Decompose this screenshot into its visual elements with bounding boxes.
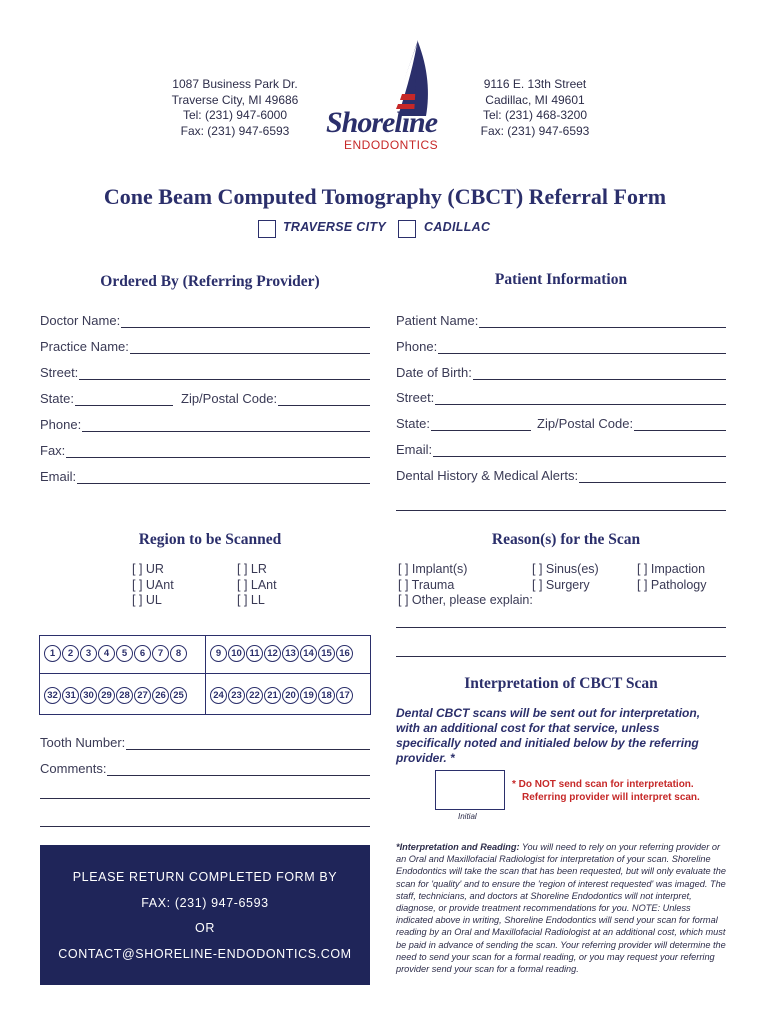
tooth-11[interactable]: 11: [246, 645, 263, 662]
ordered-by-heading: Ordered By (Referring Provider): [100, 273, 320, 290]
tooth-22[interactable]: 22: [246, 687, 263, 704]
lower-left-teeth: [44, 687, 188, 704]
footnote-lead: *Interpretation and Reading:: [396, 842, 520, 852]
address-line: Traverse City, MI 49686: [171, 92, 299, 107]
tooth-8[interactable]: 8: [170, 645, 187, 662]
tooth-6[interactable]: 6: [134, 645, 151, 662]
region-lr-option[interactable]: [ ] LR: [237, 562, 267, 576]
field-label: Email:: [40, 469, 77, 484]
region-ul-option[interactable]: [ ] UL: [132, 593, 162, 607]
comments-line-3[interactable]: [40, 826, 370, 827]
no-interpretation-note-1: * Do NOT send scan for interpretation.: [512, 779, 694, 790]
comments-field[interactable]: [40, 761, 370, 776]
upper-left-teeth: [44, 645, 188, 662]
reasons-col2: [532, 562, 599, 593]
logo-brand: Shoreline: [326, 106, 438, 139]
patient-zip-field[interactable]: [537, 416, 726, 431]
reason-impaction-option[interactable]: [ ] Impaction: [637, 562, 706, 576]
interpretation-text: Dental CBCT scans will be sent out for interpretation, with an additional cost for that service, unless specifically noted and initialed below by the referring provider. *: [396, 706, 701, 765]
tooth-number-field[interactable]: [40, 735, 370, 750]
doctor-name-field[interactable]: [40, 313, 370, 328]
tooth-9[interactable]: 9: [210, 645, 227, 662]
interpretation-footnote: [396, 841, 726, 975]
practice-name-field[interactable]: [40, 339, 370, 354]
tooth-21[interactable]: 21: [264, 687, 281, 704]
tooth-10[interactable]: 10: [228, 645, 245, 662]
address-line: Tel: (231) 947-6000: [182, 108, 288, 122]
field-label: Email:: [396, 442, 433, 457]
address-line: Fax: (231) 947-6593: [180, 123, 290, 138]
field-label: Patient Name:: [396, 313, 479, 328]
address-line: 9116 E. 13th Street: [483, 77, 587, 91]
reasons-heading: Reason(s) for the Scan: [491, 531, 641, 548]
address-line: 1087 Business Park Dr.: [172, 77, 298, 91]
tooth-1[interactable]: 1: [44, 645, 61, 662]
traverse-city-checkbox[interactable]: [258, 220, 276, 238]
tooth-26[interactable]: 26: [152, 687, 169, 704]
tooth-24[interactable]: 24: [210, 687, 227, 704]
region-ur-option[interactable]: [ ] UR: [132, 562, 164, 576]
no-interpretation-note-2: Referring provider will interpret scan.: [522, 792, 700, 803]
street-field[interactable]: [40, 365, 370, 380]
tooth-7[interactable]: 7: [152, 645, 169, 662]
field-label: State:: [396, 416, 430, 431]
initial-label: Initial: [458, 812, 477, 821]
return-or: OR: [195, 921, 215, 935]
tooth-29[interactable]: 29: [98, 687, 115, 704]
region-options-lower: [237, 562, 277, 609]
address-line: Fax: (231) 947-6593: [480, 123, 590, 138]
tooth-18[interactable]: 18: [318, 687, 335, 704]
tooth-20[interactable]: 20: [282, 687, 299, 704]
tooth-4[interactable]: 4: [98, 645, 115, 662]
tooth-15[interactable]: 15: [318, 645, 335, 662]
shoreline-logo: [322, 38, 452, 158]
other-explain-line-2[interactable]: [396, 656, 726, 657]
tooth-3[interactable]: 3: [80, 645, 97, 662]
patient-state-field[interactable]: [396, 416, 531, 431]
reason-trauma-option[interactable]: [ ] Trauma: [398, 577, 455, 592]
tooth-chart-divider-v: [205, 636, 206, 714]
return-instructions: [40, 845, 370, 985]
tooth-27[interactable]: 27: [134, 687, 151, 704]
field-label: State:: [40, 391, 74, 406]
footnote-body: You will need to rely on your referring provider or an Oral and Maxillofacial Radiologist for interpretation of your scan. Shoreline Endodontics will take the scan that has been requested, but will only evaluate the scan for 'quality' and to ensure the 'region of interest requested' was imaged. The staff, technicians, and doctors at Shoreline Endodontics will not interpret, diagnose, or provide treatment recommendations for you. NOTE: Unless indicated above in writing, Shoreline Endodontics will send your scan for formal reading by an Oral and Maxillofacial Radiologist at an additional cost, which must be paid in advance of sending the scan. Your referring provider will determine the need to send your scan for a formal reading, or you may request your referring provider send your scan for a formal reading.: [396, 842, 726, 975]
cadillac-address: [460, 77, 610, 139]
tooth-14[interactable]: 14: [300, 645, 317, 662]
patient-email-field[interactable]: [396, 442, 726, 457]
field-label: Doctor Name:: [40, 313, 121, 328]
tooth-13[interactable]: 13: [282, 645, 299, 662]
reason-other-option[interactable]: [ ] Other, please explain:: [398, 593, 533, 607]
dental-history-line[interactable]: [396, 510, 726, 511]
patient-street-field[interactable]: [396, 390, 726, 405]
patient-info-heading: Patient Information: [494, 271, 628, 288]
patient-phone-field[interactable]: [396, 339, 726, 354]
tooth-25[interactable]: 25: [170, 687, 187, 704]
interpretation-heading: Interpretation of CBCT Scan: [464, 675, 658, 692]
zip-field[interactable]: [181, 391, 370, 406]
address-line: Cadillac, MI 49601: [485, 92, 585, 107]
field-label: Practice Name:: [40, 339, 129, 354]
logo-subtitle: ENDODONTICS: [344, 138, 439, 152]
email-field[interactable]: [40, 469, 370, 484]
region-options-upper: [132, 562, 174, 609]
tooth-2[interactable]: 2: [62, 645, 79, 662]
tooth-chart: [39, 635, 371, 715]
cadillac-label: CADILLAC: [424, 220, 491, 234]
field-label: Tooth Number:: [40, 735, 126, 750]
tooth-12[interactable]: 12: [264, 645, 281, 662]
other-explain-line-1[interactable]: [396, 627, 726, 628]
comments-line-2[interactable]: [40, 798, 370, 799]
field-label: Street:: [396, 390, 435, 405]
field-label: Street:: [40, 365, 79, 380]
tooth-17[interactable]: 17: [336, 687, 353, 704]
fax-field[interactable]: [40, 443, 370, 458]
dental-history-field[interactable]: [396, 468, 726, 483]
tooth-19[interactable]: 19: [300, 687, 317, 704]
field-label: Dental History & Medical Alerts:: [396, 468, 579, 483]
address-line: Tel: (231) 468-3200: [482, 108, 588, 122]
tooth-30[interactable]: 30: [80, 687, 97, 704]
state-field[interactable]: [40, 391, 173, 406]
tooth-23[interactable]: 23: [228, 687, 245, 704]
tooth-28[interactable]: 28: [116, 687, 133, 704]
initial-box[interactable]: [435, 770, 505, 810]
return-email[interactable]: CONTACT@SHORELINE-ENDODONTICS.COM: [58, 947, 352, 961]
upper-right-teeth: [210, 645, 354, 662]
reasons-col1: [398, 562, 533, 609]
traverse-city-address: [160, 77, 310, 139]
patient-name-field[interactable]: [396, 313, 726, 328]
cadillac-checkbox[interactable]: [398, 220, 416, 238]
tooth-32[interactable]: 32: [44, 687, 61, 704]
traverse-city-label: TRAVERSE CITY: [283, 220, 386, 234]
return-fax: FAX: (231) 947-6593: [141, 896, 269, 910]
region-heading: Region to be Scanned: [138, 531, 282, 548]
field-label: Date of Birth:: [396, 365, 472, 380]
region-ll-option[interactable]: [ ] LL: [237, 593, 265, 607]
tooth-16[interactable]: 16: [336, 645, 353, 662]
field-label: Fax:: [40, 443, 66, 458]
form-title: Cone Beam Computed Tomography (CBCT) Referral Form: [103, 184, 667, 209]
tooth-31[interactable]: 31: [62, 687, 79, 704]
lower-right-teeth: [210, 687, 354, 704]
dob-field[interactable]: [396, 365, 726, 380]
reason-sinus-option[interactable]: [ ] Sinus(es): [532, 562, 599, 576]
field-label: Zip/Postal Code:: [537, 416, 634, 431]
field-label: Zip/Postal Code:: [181, 391, 278, 406]
return-line-1: PLEASE RETURN COMPLETED FORM BY: [72, 870, 338, 884]
region-uant-option[interactable]: [ ] UAnt: [132, 577, 174, 592]
field-label: Comments:: [40, 761, 107, 776]
phone-field[interactable]: [40, 417, 370, 432]
field-label: Phone:: [40, 417, 82, 432]
region-lant-option[interactable]: [ ] LAnt: [237, 577, 277, 592]
reason-pathology-option[interactable]: [ ] Pathology: [637, 577, 707, 592]
reason-surgery-option[interactable]: [ ] Surgery: [532, 577, 590, 592]
field-label: Phone:: [396, 339, 438, 354]
tooth-5[interactable]: 5: [116, 645, 133, 662]
reasons-col3: [637, 562, 707, 593]
reason-implants-option[interactable]: [ ] Implant(s): [398, 562, 468, 576]
